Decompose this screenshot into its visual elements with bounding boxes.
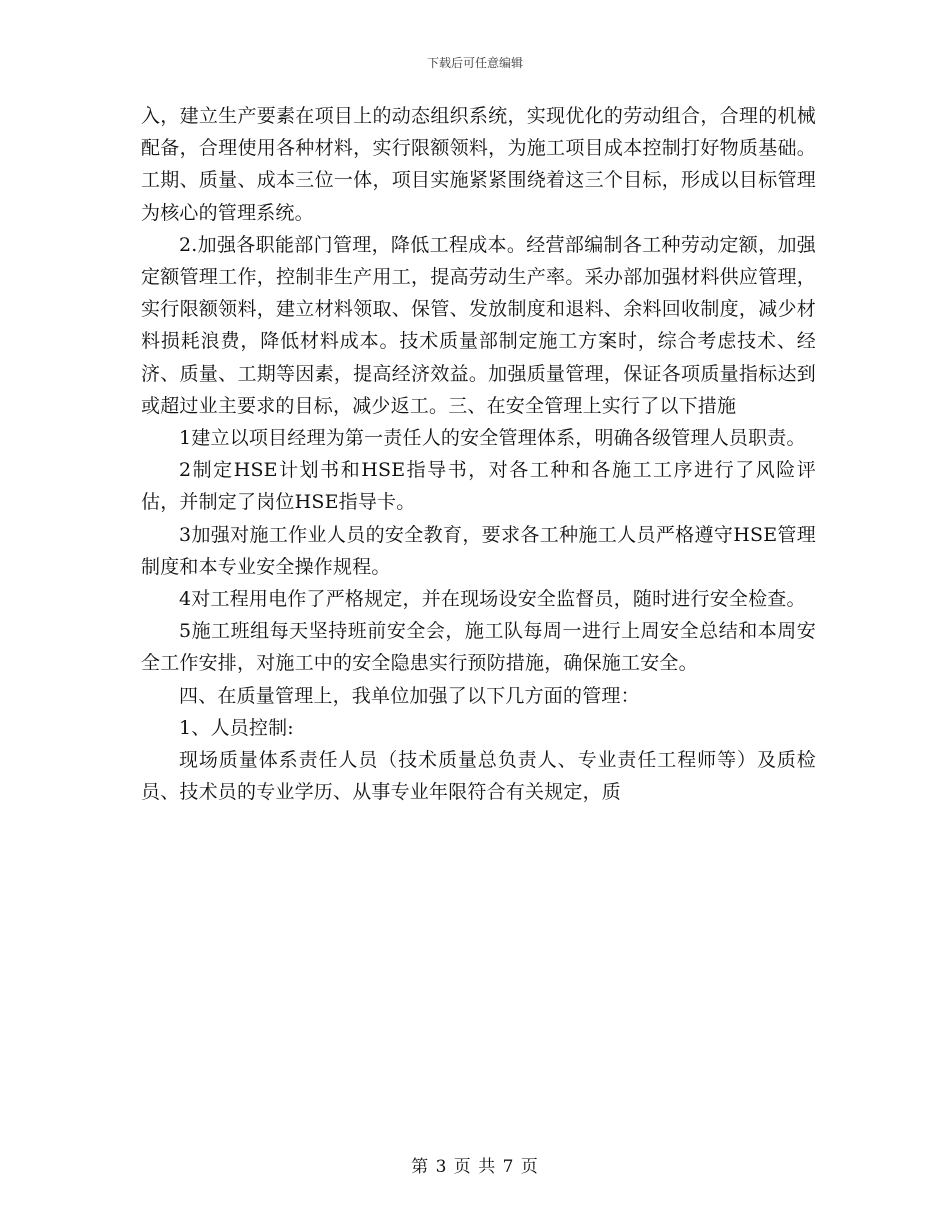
paragraph-safety-item-1: 1建立以项目经理为第一责任人的安全管理体系，明确各级管理人员职责。 xyxy=(179,427,806,450)
paragraph-safety-item-2: 2制定HSE计划书和HSE指导书，对各工种和各施工工序进行了风险评估，并制定了岗位HSE指导卡。 xyxy=(141,459,816,514)
paragraph-safety-item-4: 4对工程用电作了严格规定，并在现场设安全监督员，随时进行安全检查。 xyxy=(179,588,806,611)
subheading-personnel-control: 1、人员控制: xyxy=(179,716,294,739)
paragraph-continuation: 入，建立生产要素在项目上的动态组织系统，实现优化的劳动组合，合理的机械配备，合理使用各种材料，实行限额领料，为施工项目成本控制打好物质基础。工期、质量、成本三位一体，项目实施紧紧围绕着这三个目标，形成以目标管理为核心的管理系统。 xyxy=(141,105,816,224)
paragraph-safety-item-3: 3加强对施工作业人员的安全教育，要求各工种施工人员严格遵守HSE管理制度和本专业安全操作规程。 xyxy=(141,523,816,578)
page-header-note: 下载后可任意编辑 xyxy=(426,56,523,70)
paragraph-safety-item-5: 5施工班组每天坚持班前安全会，施工队每周一进行上周安全总结和本周安全工作安排，对施工中的安全隐患实行预防措施，确保施工安全。 xyxy=(141,620,816,675)
document-body xyxy=(141,100,816,808)
paragraph-department-management: 2.加强各职能部门管理，降低工程成本。经营部编制各工种劳动定额，加强定额管理工作，控制非生产用工，提高劳动生产率。采办部加强材料供应管理，实行限额领料，建立材料领取、保管、发放制度和退料、余料回收制度，减少材料损耗浪费，降低材料成本。技术质量部制定施工方案时，综合考虑技术、经济、质量、工期等因素，提高经济效益。加强质量管理，保证各项质量指标达到或超过业主要求的目标，减少返工。三、在安全管理上实行了以下措施 xyxy=(141,233,816,417)
page-number: 第 3 页 共 7 页 xyxy=(411,1157,539,1177)
paragraph-personnel-qualification: 现场质量体系责任人员（技术质量总负责人、专业责任工程师等）及质检员、技术员的专业学历、从事专业年限符合有关规定，质 xyxy=(141,749,816,804)
section-heading-quality: 四、在质量管理上，我单位加强了以下几方面的管理： xyxy=(179,684,640,707)
